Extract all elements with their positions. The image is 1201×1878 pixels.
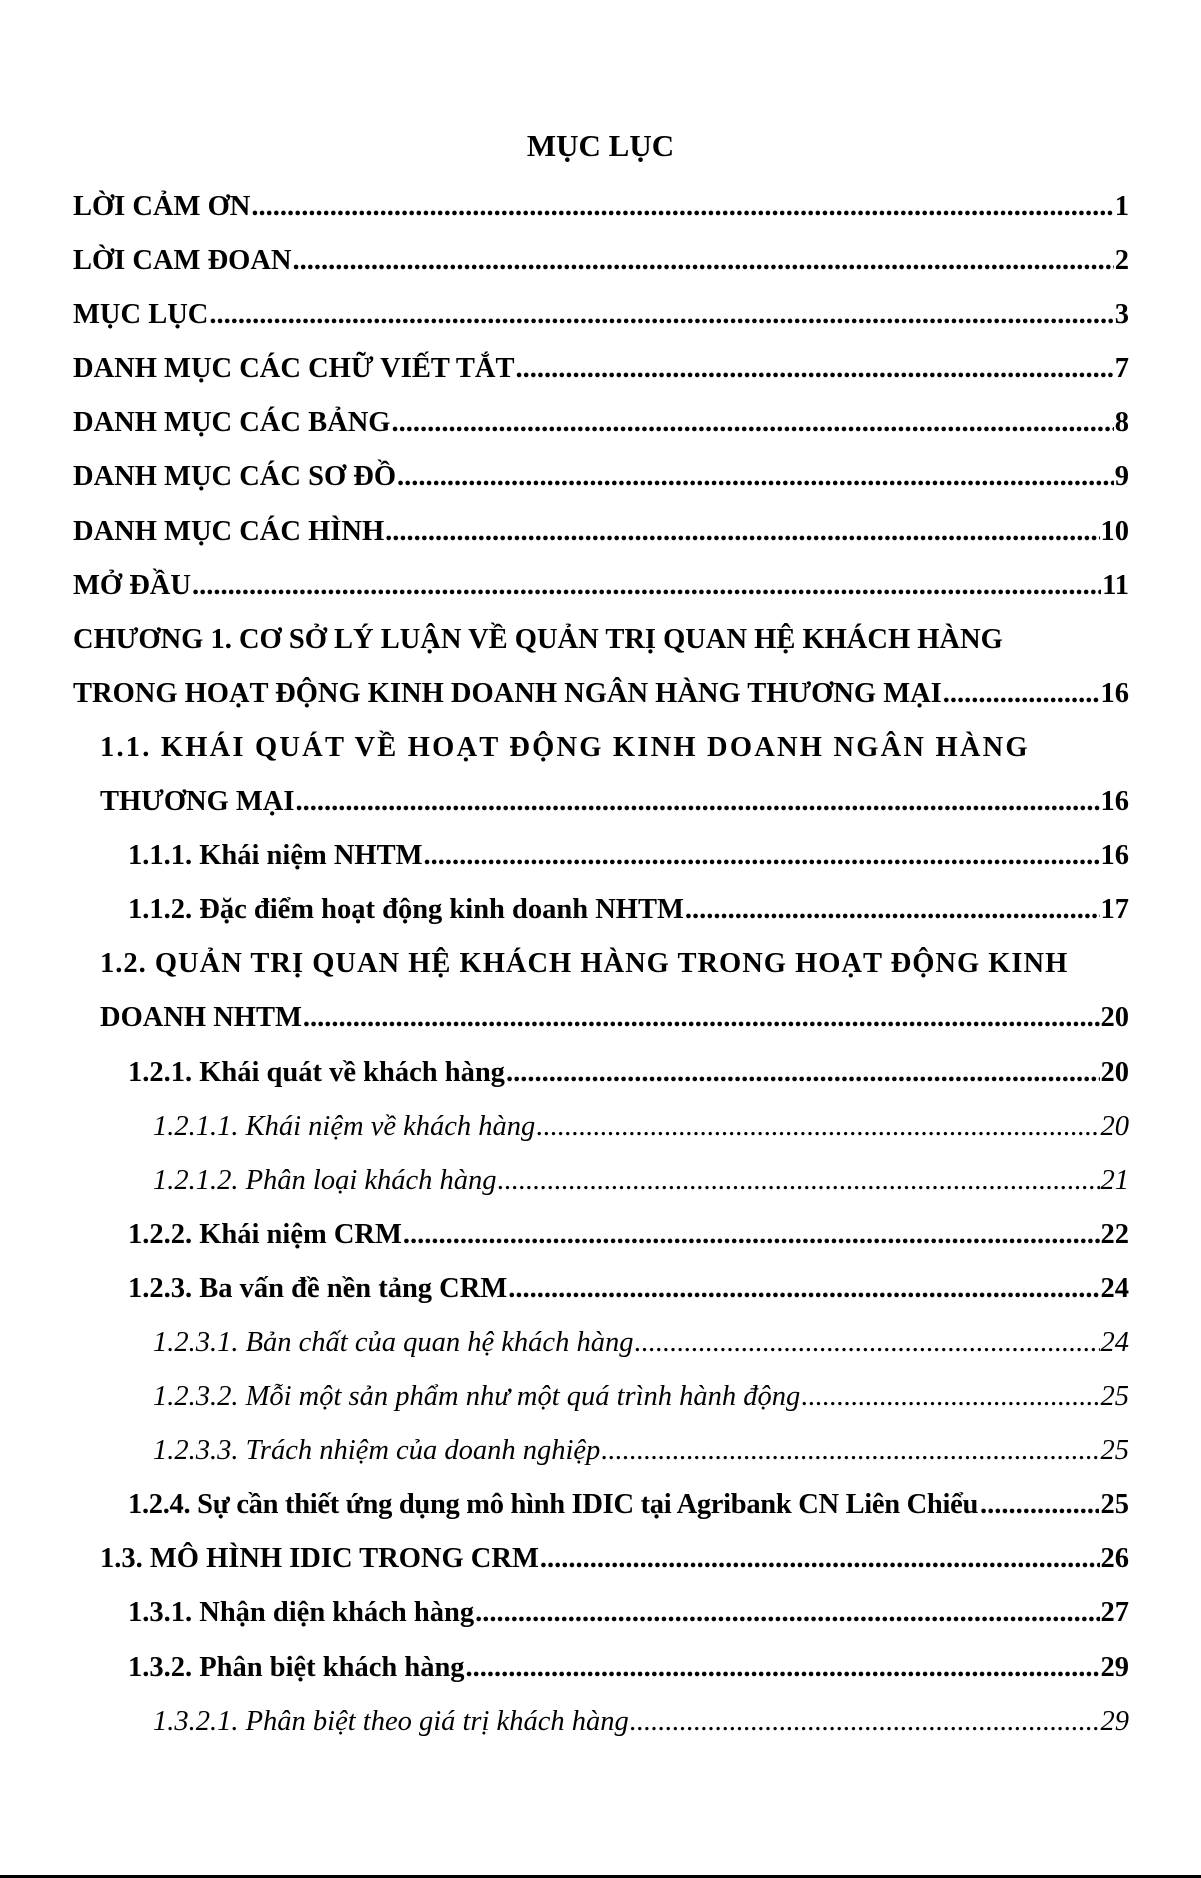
toc-entry[interactable] — [0, 1262, 1201, 1316]
toc-entry[interactable] — [0, 559, 1201, 613]
toc-entry[interactable] — [0, 1424, 1201, 1478]
toc-entry-label: 1.2.3.3. Trách nhiệm của doanh nghiệp — [153, 1435, 601, 1467]
toc-leader-dots — [251, 180, 1113, 234]
toc-leader-dots — [685, 883, 1100, 937]
toc-leader-dots — [385, 505, 1099, 559]
toc-leader-dots — [403, 1208, 1100, 1262]
toc-entry-label: LỜI CẢM ƠN — [73, 191, 251, 222]
toc-entry-label: TRONG HOẠT ĐỘNG KINH DOANH NGÂN HÀNG THƯƠNG MẠI — [73, 677, 942, 709]
toc-entry-page: 7 — [1114, 353, 1129, 385]
toc-entry[interactable] — [0, 1532, 1201, 1586]
toc-entry[interactable] — [0, 450, 1201, 504]
toc-entry-label: 1.1.2. Đặc điểm hoạt động kinh doanh NHTM — [128, 894, 684, 926]
toc-entry-section-line2[interactable] — [0, 991, 1201, 1045]
toc-leader-dots — [192, 559, 1101, 613]
toc-leader-dots — [209, 288, 1113, 342]
toc-entry-page: 16 — [1100, 840, 1129, 872]
toc-entry-label: 1.2.1. Khái quát về khách hàng — [128, 1056, 505, 1088]
toc-entry-page: 29 — [1100, 1651, 1129, 1683]
toc-leader-dots — [516, 342, 1114, 396]
toc-entry-label: MỤC LỤC — [73, 299, 209, 331]
toc-entry-label: DANH MỤC CÁC CHỮ VIẾT TẮT — [73, 353, 515, 385]
toc-leader-dots — [303, 991, 1100, 1045]
toc-entry-label: THƯƠNG MẠI — [100, 786, 295, 818]
toc-entry-page: 22 — [1100, 1218, 1129, 1250]
toc-entry-page: 27 — [1100, 1597, 1129, 1629]
toc-entry-page: 25 — [1100, 1489, 1129, 1521]
toc-entry[interactable] — [0, 1208, 1201, 1262]
toc-entry-label: 1.2.3. Ba vấn đề nền tảng CRM — [128, 1272, 508, 1304]
toc-entry-page: 20 — [1100, 1056, 1129, 1088]
toc-entry-label: 1.3.1. Nhận diện khách hàng — [128, 1597, 475, 1629]
toc-entry-page: 9 — [1114, 461, 1129, 493]
toc-entry-label: 1.2. QUẢN TRỊ QUAN HỆ KHÁCH HÀNG TRONG HOẠT ĐỘNG KINH — [100, 948, 1069, 980]
toc-entry[interactable] — [0, 883, 1201, 937]
toc-entry[interactable] — [0, 234, 1201, 288]
toc-entry-page: 11 — [1102, 569, 1129, 601]
toc-entry-page: 20 — [1100, 1002, 1129, 1034]
toc-entry-page: 26 — [1100, 1543, 1129, 1575]
toc-entry-label: 1.3.2.1. Phân biệt theo giá trị khách hàng — [153, 1705, 629, 1737]
toc-leader-dots — [536, 1100, 1099, 1154]
toc-entry-page: 25 — [1100, 1435, 1129, 1467]
toc-leader-dots — [295, 775, 1099, 829]
toc-entry-label: 1.3. MÔ HÌNH IDIC TRONG CRM — [100, 1543, 539, 1575]
toc-entry-label: 1.1. KHÁI QUÁT VỀ HOẠT ĐỘNG KINH DOANH NGÂN HÀNG — [100, 731, 1030, 763]
toc-entry-page: 16 — [1100, 677, 1129, 709]
toc-leader-dots — [601, 1424, 1099, 1478]
toc-entry-label: DANH MỤC CÁC SƠ ĐỒ — [73, 461, 396, 493]
toc-entry-chapter-line1[interactable] — [0, 613, 1201, 667]
toc-entry-label: 1.2.1.1. Khái niệm về khách hàng — [153, 1110, 536, 1142]
toc-entry-section-line1[interactable] — [0, 937, 1201, 991]
toc-leader-dots — [801, 1370, 1099, 1424]
toc-entry-label: 1.2.1.2. Phân loại khách hàng — [153, 1164, 497, 1196]
toc-list — [0, 180, 1201, 1749]
toc-entry[interactable] — [0, 1478, 1201, 1532]
toc-entry[interactable] — [0, 1100, 1201, 1154]
toc-entry-page: 3 — [1114, 299, 1129, 331]
toc-entry-label: DOANH NHTM — [100, 1002, 302, 1034]
toc-entry[interactable] — [0, 1046, 1201, 1100]
toc-entry[interactable] — [0, 829, 1201, 883]
toc-entry[interactable] — [0, 1316, 1201, 1370]
toc-entry-page: 17 — [1100, 894, 1129, 926]
toc-leader-dots — [630, 1695, 1100, 1749]
toc-leader-dots — [943, 667, 1100, 721]
toc-entry-label: LỜI CAM ĐOAN — [73, 245, 292, 277]
toc-leader-dots — [293, 234, 1114, 288]
toc-entry-label: DANH MỤC CÁC BẢNG — [73, 407, 391, 439]
toc-entry-page: 10 — [1100, 515, 1129, 547]
toc-entry-page: 20 — [1100, 1110, 1129, 1142]
toc-leader-dots — [391, 396, 1113, 450]
toc-entry[interactable] — [0, 1641, 1201, 1695]
toc-entry-label: CHƯƠNG 1. CƠ SỞ LÝ LUẬN VỀ QUẢN TRỊ QUAN HỆ KHÁCH HÀNG — [73, 623, 1003, 655]
toc-entry-section-line1[interactable] — [0, 721, 1201, 775]
toc-entry-page: 1 — [1114, 191, 1129, 222]
toc-leader-dots — [980, 1478, 1099, 1532]
toc-entry-label: 1.2.3.2. Mỗi một sản phẩm như một quá trình hành động — [153, 1381, 801, 1413]
toc-entry-page: 16 — [1100, 786, 1129, 818]
toc-leader-dots — [466, 1641, 1100, 1695]
toc-entry[interactable] — [0, 1586, 1201, 1640]
toc-entry[interactable] — [0, 180, 1201, 234]
toc-leader-dots — [634, 1316, 1099, 1370]
toc-leader-dots — [424, 829, 1100, 883]
toc-entry-label: 1.2.2. Khái niệm CRM — [128, 1218, 402, 1250]
toc-entry-page: 8 — [1114, 407, 1129, 439]
toc-entry[interactable] — [0, 288, 1201, 342]
toc-entry[interactable] — [0, 342, 1201, 396]
toc-leader-dots — [508, 1262, 1099, 1316]
toc-entry[interactable] — [0, 396, 1201, 450]
toc-entry[interactable] — [0, 505, 1201, 559]
toc-leader-dots — [506, 1046, 1100, 1100]
toc-entry[interactable] — [0, 1695, 1201, 1749]
toc-entry[interactable] — [0, 1370, 1201, 1424]
toc-leader-dots — [475, 1586, 1099, 1640]
toc-entry-page: 29 — [1100, 1705, 1129, 1737]
toc-entry-section-line2[interactable] — [0, 775, 1201, 829]
toc-entry-label: 1.2.4. Sự cần thiết ứng dụng mô hình IDIC tại Agribank CN Liên Chiểu — [128, 1489, 978, 1521]
toc-leader-dots — [498, 1154, 1100, 1208]
toc-entry-chapter-line2[interactable] — [0, 667, 1201, 721]
toc-entry-page: 2 — [1114, 245, 1129, 277]
toc-entry-page: 25 — [1100, 1381, 1129, 1413]
toc-entry-label: 1.3.2. Phân biệt khách hàng — [128, 1651, 465, 1683]
toc-entry-label: DANH MỤC CÁC HÌNH — [73, 515, 385, 547]
toc-entry-page: 21 — [1100, 1164, 1129, 1196]
toc-entry-label: MỞ ĐẦU — [73, 569, 191, 601]
toc-entry-label: 1.2.3.1. Bản chất của quan hệ khách hàng — [153, 1326, 634, 1358]
toc-entry-page: 24 — [1100, 1272, 1129, 1304]
toc-entry[interactable] — [0, 1154, 1201, 1208]
toc-entry-page: 24 — [1100, 1326, 1129, 1358]
toc-leader-dots — [397, 450, 1114, 504]
toc-leader-dots — [540, 1532, 1100, 1586]
toc-entry-label: 1.1.1. Khái niệm NHTM — [128, 840, 423, 872]
toc-title: MỤC LỤC — [526, 128, 675, 163]
